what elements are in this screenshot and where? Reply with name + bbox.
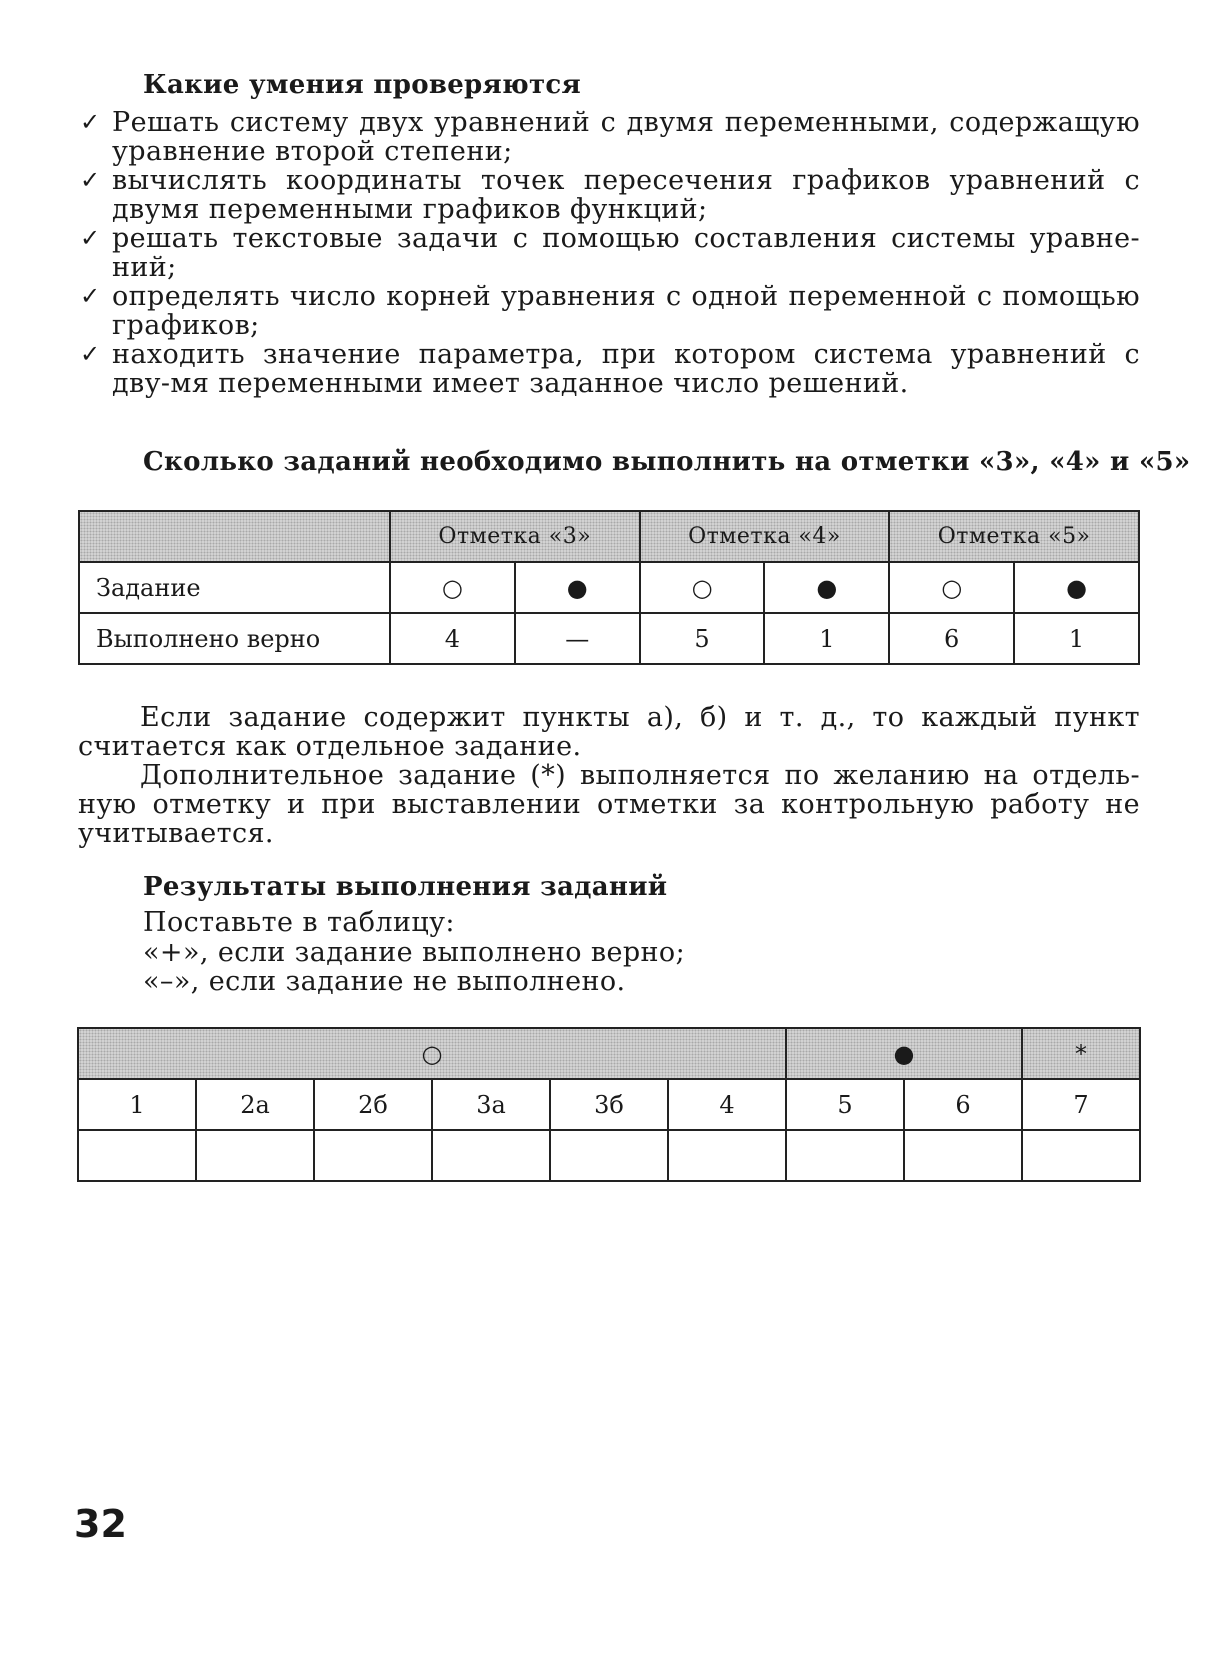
answer-cell[interactable] — [550, 1130, 668, 1181]
answer-cell[interactable] — [904, 1130, 1022, 1181]
grades-table — [78, 510, 1140, 665]
note-extra-task: Дополнительное задание (*) выполняется по желанию на отдель-ную отметку и при выставлении отметки за контрольную работу не учитывается. — [78, 760, 1140, 849]
page-number: 32 — [74, 1502, 127, 1546]
check-icon: ✓ — [80, 282, 101, 310]
task-number: 3б — [550, 1079, 668, 1130]
instruction-plus: «+», если задание выполнено верно; — [143, 937, 686, 968]
basic-group-icon: ○ — [78, 1028, 786, 1079]
results-group-row — [78, 1028, 1140, 1079]
task-number: 4 — [668, 1079, 786, 1130]
skill-item: ✓ Решать систему двух уравнений с двумя переменными, содержащую уравнение второй степени; — [80, 107, 1140, 167]
answer-cell[interactable] — [78, 1130, 196, 1181]
grades-header-row — [79, 511, 1139, 562]
task-row-label: Задание — [79, 562, 390, 613]
done-count: 5 — [640, 613, 765, 664]
basic-task-icon: ○ — [390, 562, 515, 613]
advanced-group-icon: ● — [786, 1028, 1022, 1079]
answer-cell[interactable] — [314, 1130, 432, 1181]
basic-task-icon: ○ — [889, 562, 1014, 613]
grade-3-header: Отметка «3» — [390, 511, 640, 562]
answer-cell[interactable] — [786, 1130, 904, 1181]
skills-checklist — [80, 108, 1140, 398]
extra-group-icon: * — [1022, 1028, 1140, 1079]
basic-task-icon: ○ — [640, 562, 765, 613]
grades-heading: Сколько заданий необходимо выполнить на отметки «3», «4» и «5» — [143, 447, 1191, 477]
instruction-minus: «–», если задание не выполнено. — [143, 966, 626, 997]
task-row — [79, 562, 1139, 613]
task-number: 7 — [1022, 1079, 1140, 1130]
done-count: 4 — [390, 613, 515, 664]
answer-cell[interactable] — [668, 1130, 786, 1181]
skills-heading: Какие умения проверяются — [143, 70, 582, 100]
advanced-task-icon: ● — [764, 562, 889, 613]
advanced-task-icon: ● — [1014, 562, 1139, 613]
answer-cell[interactable] — [1022, 1130, 1140, 1181]
done-row — [79, 613, 1139, 664]
blank-header-cell — [79, 511, 390, 562]
skill-item: ✓ решать текстовые задачи с помощью составления системы уравне-ний; — [80, 223, 1140, 283]
task-number: 2б — [314, 1079, 432, 1130]
skill-item: ✓ определять число корней уравнения с одной переменной с помощью графиков; — [80, 281, 1140, 341]
task-number: 6 — [904, 1079, 1022, 1130]
task-number: 1 — [78, 1079, 196, 1130]
grade-5-header: Отметка «5» — [889, 511, 1139, 562]
check-icon: ✓ — [80, 166, 101, 194]
done-count: 1 — [764, 613, 889, 664]
done-count: 1 — [1014, 613, 1139, 664]
task-number: 3а — [432, 1079, 550, 1130]
check-icon: ✓ — [80, 108, 101, 136]
task-number: 5 — [786, 1079, 904, 1130]
results-table — [77, 1027, 1141, 1182]
answer-cell[interactable] — [432, 1130, 550, 1181]
results-answer-row — [78, 1130, 1140, 1181]
note-subparts: Если задание содержит пункты а), б) и т. д., то каждый пункт считается как отдельное задание. — [78, 702, 1140, 762]
instruction-intro: Поставьте в таблицу: — [143, 907, 455, 938]
skill-item: ✓ вычислять координаты точек пересечения графиков уравнений с двумя переменными графиков функций; — [80, 165, 1140, 225]
check-icon: ✓ — [80, 340, 101, 368]
done-row-label: Выполнено верно — [79, 613, 390, 664]
check-icon: ✓ — [80, 224, 101, 252]
results-task-row — [78, 1079, 1140, 1130]
done-count: 6 — [889, 613, 1014, 664]
done-count: — — [515, 613, 640, 664]
skill-item: ✓ находить значение параметра, при котором система уравнений с дву-мя переменными имеет заданное число решений. — [80, 339, 1140, 399]
answer-cell[interactable] — [196, 1130, 314, 1181]
results-heading: Результаты выполнения заданий — [143, 872, 668, 902]
grade-4-header: Отметка «4» — [640, 511, 890, 562]
task-number: 2а — [196, 1079, 314, 1130]
advanced-task-icon: ● — [515, 562, 640, 613]
